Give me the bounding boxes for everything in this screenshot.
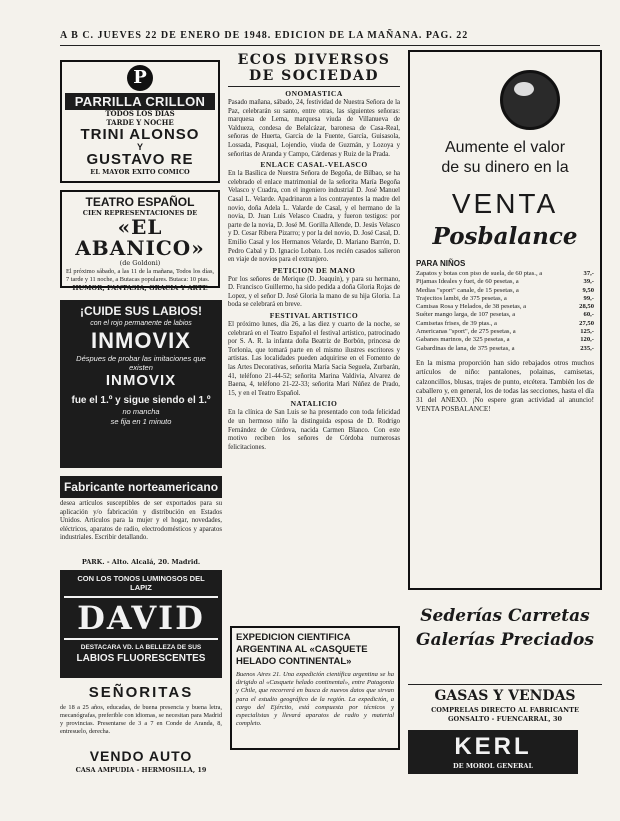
price-row [416,328,594,336]
teatro-play: «EL ABANICO» [75,215,205,260]
inmovix-line6: se fija en 1 minuto [110,417,172,426]
expedicion-box [230,626,400,750]
price-row [416,311,594,319]
price-value: 27,50 [579,319,594,327]
sederias-ad [408,596,602,668]
gasas-line-2: GONSALTO - FUENCARRAL, 30 [447,715,563,723]
price-value: 28,50 [579,303,594,311]
inmovix-line4: fue el 1.º y sigue siendo el 1.º [71,395,211,406]
gasas-title: GASAS Y VENDAS [434,688,576,704]
price-item: Medias "sport" canale, de 15 pesetas, a [416,286,519,294]
price-value: 39,- [583,278,594,286]
price-row [416,345,594,353]
parrilla-artist-2: GUSTAVO RE [86,151,194,169]
inmovix-line3: Déspues de probar las imitaciones que existen [76,354,206,372]
venta-body: En la misma proporción han sido rebajados otros muchos artículos de niño: pantalones, polainas, camisetas, calzoncillos, blusas, trajes de punto, etcétera. También los de caballero y, en general, los de todas las secciones, hasta el día 31 del ANEXO. ¡No espere gran actividad al anuncio! VENTA POSBALANCE! [416,358,594,414]
ball-icon [500,70,560,130]
sederias-line-1: Sederías Carretas [420,606,590,626]
price-row [416,295,594,303]
david-sub-1: DESTACARA VD. LA BELLEZA DE SUS [80,644,202,651]
ecos-paragraph-3: Por los señores de Merique (D. Joaquín), y para su hermano, D. Francisco Guillermo, ha sido pedida a doña Gloria Rojas de Lopez, y el señor D. José Gloria la mano de su hija Gloria. La boda se celebrará en breve. [228,275,400,309]
ecos-title: ECOS DIVERSOS DE SOCIEDAD [237,52,391,84]
expedicion-body: Buenos Aires 21. Una expedición científica argentina se ha dirigido al «Casquete helado continental», entre Patagonia y Chile, que recorrerá en busca de nuevos datos que sirvan para el estudio geográfico de la región. La expedición, a cargo del Ejército, está compuesta por técnicos y especialistas y llevará aparatos de radio y material completo. [236,671,394,728]
inmovix-brand: INMOVIX [91,328,191,353]
price-item: Americanas "sport", de 275 pesetas, a [416,328,516,336]
parrilla-ad [60,60,220,183]
ecos-paragraph-5: En la clínica de San Luis se ha presentado con toda felicidad de un hermoso niño la distinguida esposa de D. Rodrigo Fernández de Córdova, nacida Carmen Blanco. Con este motivo reciben los señores de Córdoba numerosas felicitaciones. [228,409,400,451]
teatro-body: El próximo sábado, a las 11 de la mañana, Todos los días, 7 tarde y 11 noche, a Butacas populares. Butaca: 10 ptas. [66,268,214,283]
price-item: Trajecitos lambi, de 375 pesetas, a [416,294,507,302]
venta-section: PARA NIÑOS [416,259,466,268]
price-row [416,270,594,278]
inmovix-slogan: ¡CUIDE SUS LABIOS! [79,304,202,318]
fabricante-body: desea artículos susceptibles de ser exportados para su aplicación y/o fabricación y distribución en Estados Unidos. Artículos para la mujer y el hogar, novedades, eléctricos, aparatos de radio, electrodomésticos y aparatos industriales. Escribir detallando. [60,500,222,542]
vendo-auto-title: VENDO AUTO [89,748,193,764]
ecos-heading-4: FESTIVAL ARTISTICO [269,311,359,321]
price-item: Camisas Rosa y Helados, de 38 pesetas, a [416,303,527,311]
price-item: Pijamas Ideales y fuet, de 60 pesetas, a [416,278,519,286]
ecos-heading-2: ENLACE CASAL-VELASCO [260,160,368,170]
ecos-column [228,52,400,624]
teatro-subtitle: CIEN REPRESENTACIONES DE [82,209,198,217]
inmovix-brand-2: INMOVIX [105,372,177,389]
sederias-line-2: Galerías Preciados [416,630,594,650]
inmovix-ad [60,300,222,468]
ecos-paragraph-4: El próximo lunes, día 26, a las diez y cuarto de la noche, se celebrará en el Teatro Español el festival artístico, patrocinado por S. A. R. la infanta doña Beatriz de Borbón, princesa de Torlonia, que tomará parte en el mismo ilustres escritores y artistas. Las localidades pueden adquirirse en el Fomento de las Artes Decorativas, señorita María Sacia Seguela, Zurbarán, 41, teléfono 21-44-52; señorita Marina Valdivia, Alvarez de Baena, 4, teléfono 21-22-33; señorita Mari Núñez de Prado, 15, y en el Teatro Español. [228,321,400,397]
fabricante-address: PARK. - Alto. Alcalá, 20. Madrid. [81,558,201,566]
david-ad [60,570,222,678]
price-value: 9,50 [582,286,594,294]
price-item: Gabardinas de lana, de 375 pesetas, a [416,344,515,352]
david-sub-2: LABIOS FLUORESCENTES [76,653,206,664]
ball-highlight-icon [514,82,534,96]
ecos-heading-5: NATALICIO [290,399,338,409]
page-header [60,30,600,46]
price-row [416,303,594,311]
price-row [416,336,594,344]
kerl-brand: KERL [454,733,532,760]
price-row [416,287,594,295]
venta-line-1: Aumente el valor [444,139,566,156]
fabricante-title: Fabricante norteamericano [60,476,222,498]
ecos-heading-1: ONOMASTICA [285,89,343,98]
price-row [416,278,594,286]
price-item: Camisetas frises, de 39 ptas., a [416,319,497,327]
price-value: 60,- [583,311,594,319]
teatro-footer: HUMOR, FANTASIA, GRACIA Y ARTE [72,284,208,292]
header-text: A B C. JUEVES 22 DE ENERO DE 1948. EDICION DE LA MAÑANA. PAG. 22 [60,30,469,41]
david-top: CON LOS TONOS LUMINOSOS DEL LAPIZ [77,574,205,592]
parrilla-tagline: EL MAYOR EXITO COMICO [90,168,190,177]
venta-script: Posbalance [432,223,578,250]
price-item: Gabanes marinos, de 325 pesetas, a [416,336,510,344]
parrilla-and: Y [136,142,143,153]
parrilla-logo: P [127,65,153,91]
ecos-heading-3: PETICION DE MANO [272,265,356,275]
price-value: 120,- [580,336,594,344]
kerl-sub: DE MOROL GENERAL [452,762,534,770]
price-list [416,270,594,353]
venta-ad [408,50,602,590]
expedicion-title: EXPEDICION CIENTIFICA ARGENTINA AL «CASQUETE HELADO CONTINENTAL» [236,632,368,667]
teatro-ad [60,190,220,292]
vendo-auto-line: CASA AMPUDIA - HERMOSILLA, 19 [75,766,207,774]
price-value: 99,- [583,294,594,302]
ecos-divider [228,86,400,87]
price-row [416,320,594,328]
ecos-paragraph-1: Pasado mañana, sábado, 24, festividad de Nuestra Señora de la Paz, celebrarán su santo, entre otras, las siguientes señoras: marquesa de Lema, marquesa viuda de Villanueva de Valdueza, condesa de Belalcázar, baronesa de Casa-Real, señoras de Huerta, García de la Fuente, García, Guisasola, Lossada, Pasqual, Lojendio, viuda de Guzmán, y Lozoya y señoritas de Aranda y Campo, Cárdenas y Ruiz de la Prada. [228,99,400,158]
inmovix-line5: no mancha [122,407,160,416]
price-item: Suéter mango larga, de 107 pesetas, a [416,311,516,319]
price-value: 37,- [583,270,594,277]
gift-illustration [416,52,594,138]
ecos-paragraph-2: En la Basílica de Nuestra Señora de Begoña, de Bilbao, se ha celebrado el enlace matrimonial de la señorita María Begoña Velasco y Cuadra, con el ingeniero industrial D. José Manuel Casal L. Velarde. Apadrinaron a los contrayentes la madre del novio, doña Adela L. Valarde de Casal, y el hermano de la novia, D. Juan Luis Velasco Cuadra, y fueron testigos: por parte de la novia, D. José M. Gorilla Allende, D. Jesús Velasco y D. Cesar Ribera Pizarro; y por la del novio, D. José Casal, D. Emilio Casal y los Hermanos Velarde, D. Mariano Barrón, D. Pedro Cabal y D. Ignacio Lobato. Los recién casados salieron en viaje de novios para el extranjero. [228,170,400,264]
price-value: 125,- [580,328,594,336]
price-item: Zapatos y botas con piso de suela, de 60 ptas., a [416,270,543,277]
inmovix-line2: con el rojo permanente de labios [90,320,192,327]
parrilla-artist-1: TRINI ALONSO [80,126,200,144]
sederias-divider [408,684,602,685]
venta-line-2: de su dinero en la [441,159,569,176]
senoritas-title: SEÑORITAS [88,684,194,701]
teatro-name: TEATRO ESPAÑOL [85,195,195,209]
gasas-line-1: COMPRELAS DIRECTO AL FABRICANTE [431,706,579,714]
david-brand: DAVID [64,596,218,640]
senoritas-body: de 18 a 25 años, educadas, de buena presencia y buena letra, mecanógrafas, preferible con idiomas, se necesitan para Madrid y provincias. Presentarse de 3 a 7 en Conde de Aranda, 8, entresuelo, derecha. [60,704,222,735]
venta-title: VENTA [451,188,559,219]
price-value: 235,- [580,344,594,352]
parrilla-schedule: TODOS LOS DIAS TARDE Y NOCHE [105,109,175,127]
parrilla-name: PARRILLA CRILLON [65,93,215,110]
kerl-ad [408,730,578,774]
teatro-author: (de Goldoni) [119,259,161,267]
